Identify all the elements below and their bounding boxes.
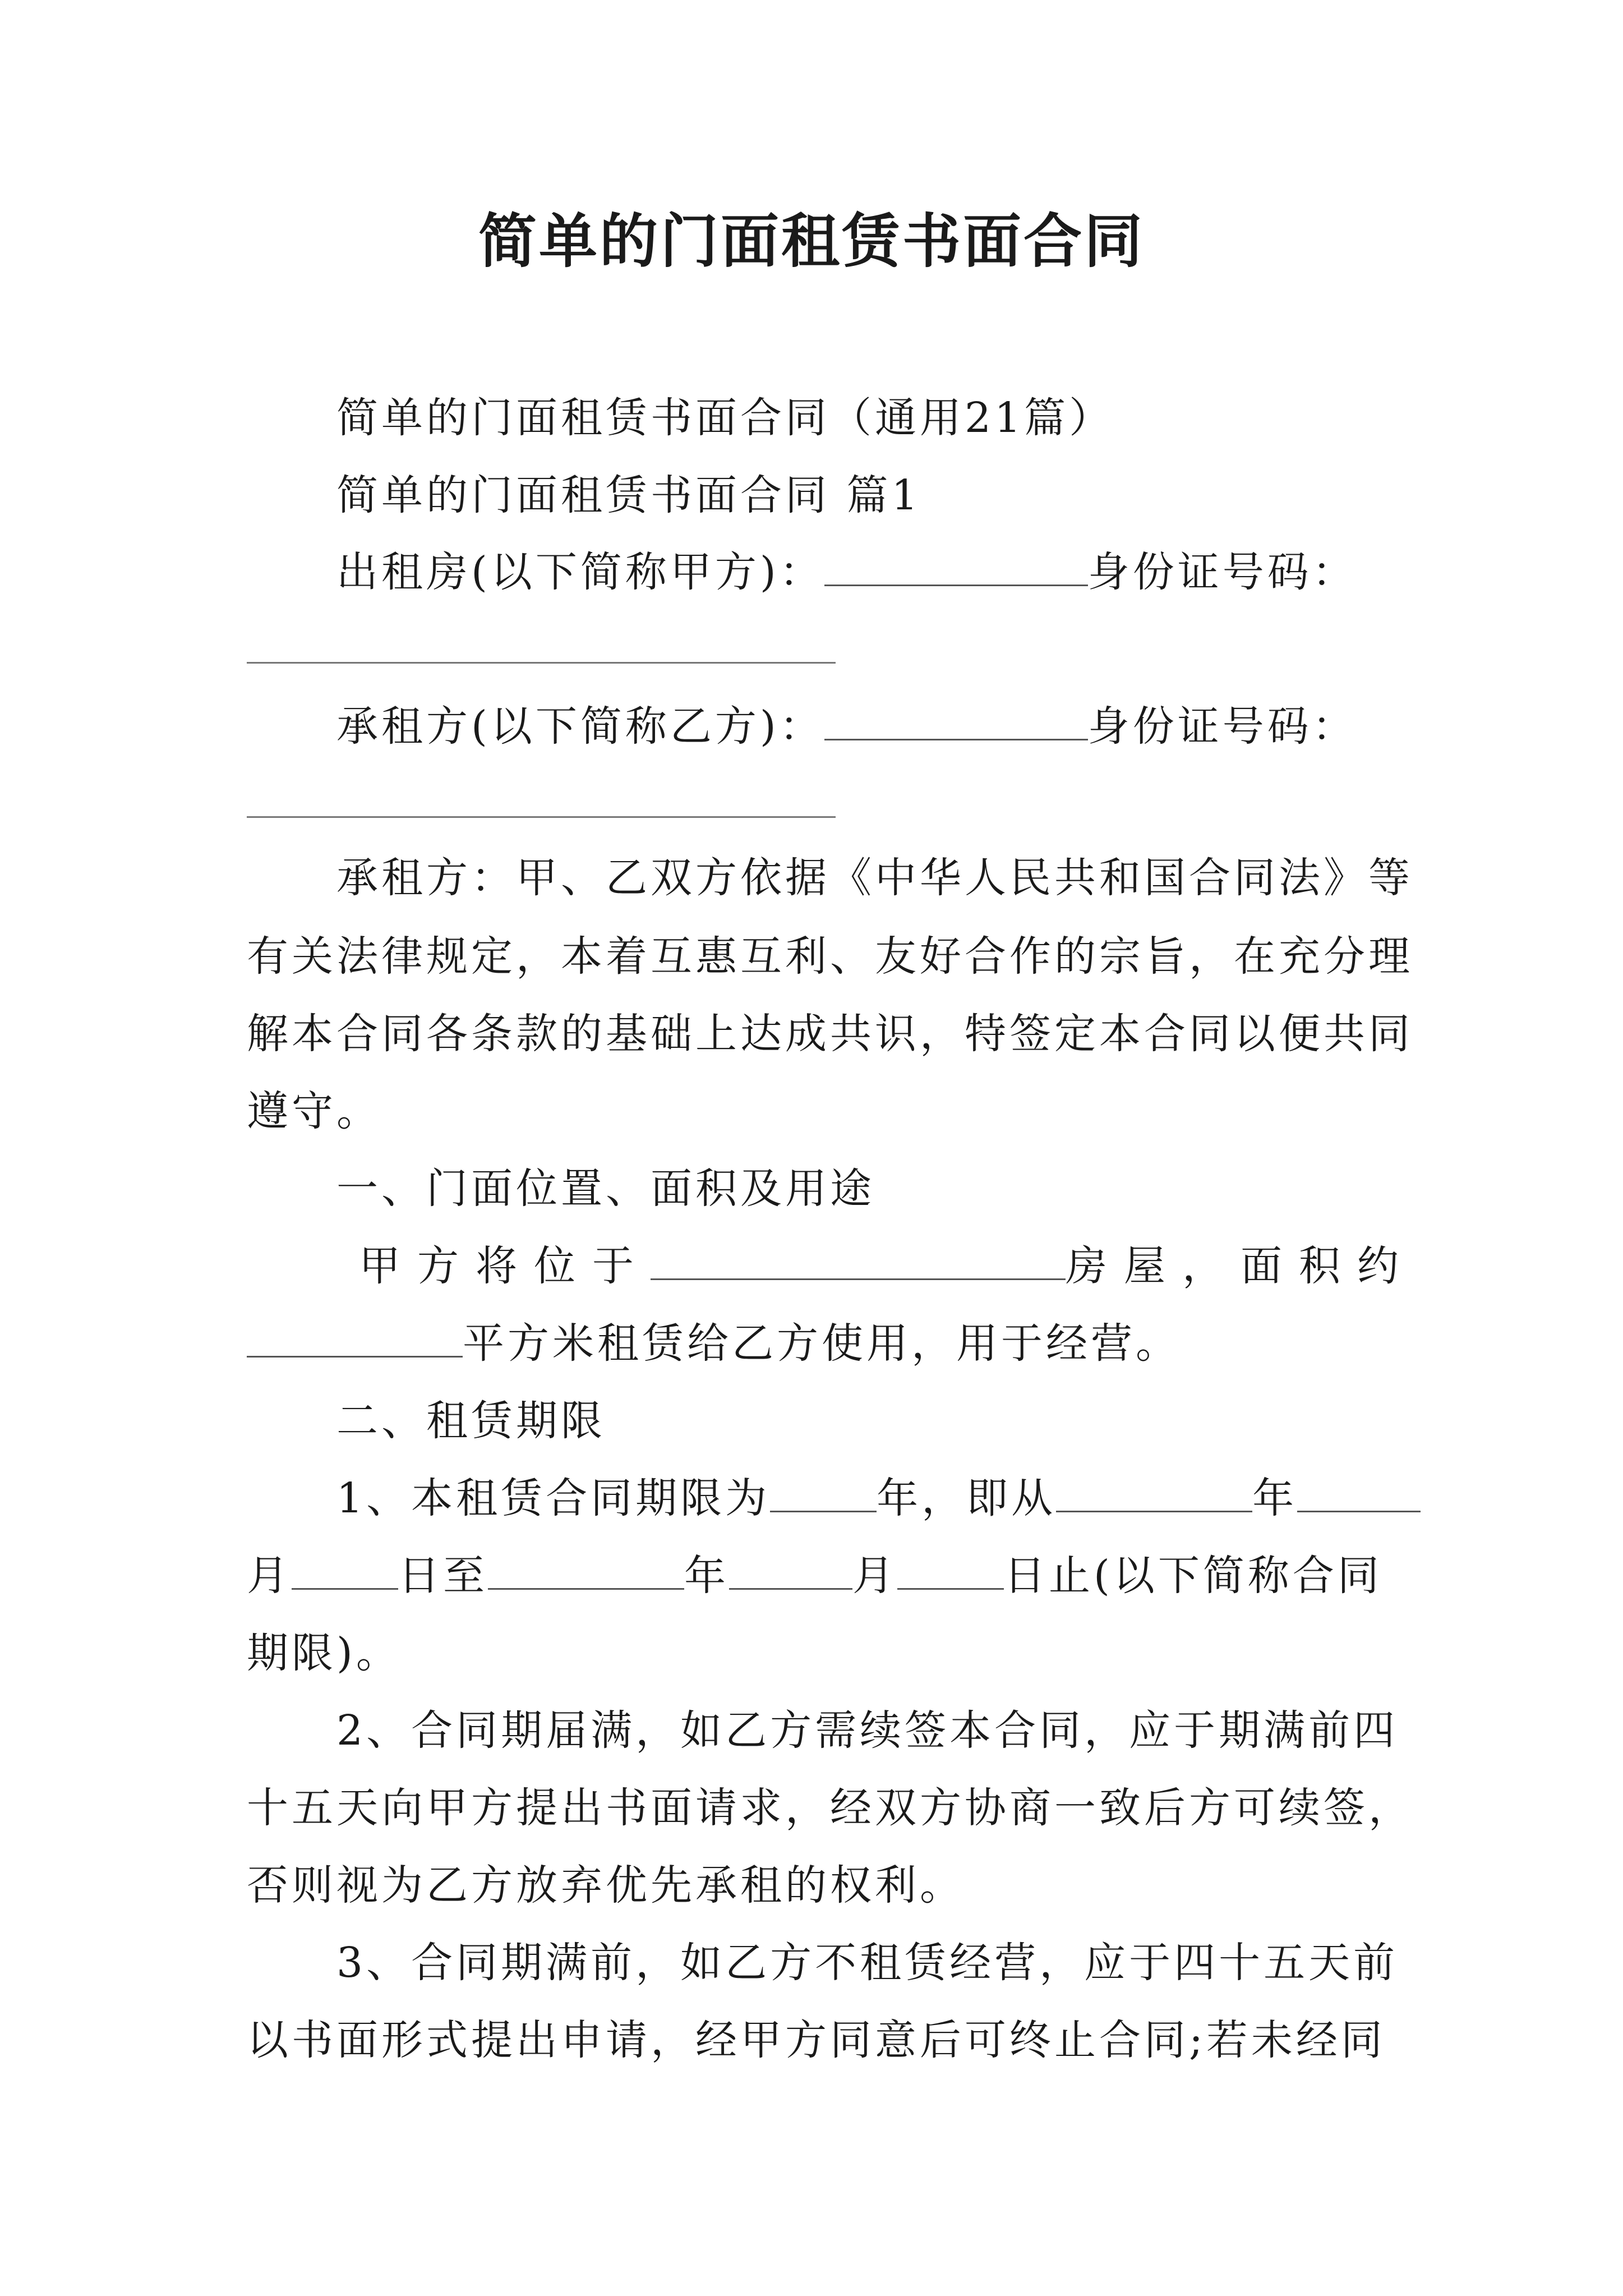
- end-month-blank: [729, 1549, 852, 1590]
- termination-line-2: 以书面形式提出申请，经甲方同意后可终止合同;若未经同: [247, 2016, 1386, 2064]
- document-title: 简单的门面租赁书面合同: [478, 206, 1145, 275]
- lessee-line: [336, 696, 1357, 757]
- lessee-label: 承租方(以下简称乙方)：: [336, 702, 824, 751]
- renewal-line-2: 十五天向甲方提出书面请求，经双方协商一致后方可续签，: [247, 1784, 1413, 1832]
- lessee-id-blank: [247, 816, 836, 818]
- lessee-name-blank: [824, 700, 1088, 740]
- renewal-line-1: 2、合同期届满，如乙方需续签本合同，应于期满前四: [336, 1706, 1399, 1755]
- term-line-1: 1、本租赁合同期限为 年，即从 年: [336, 1467, 1421, 1529]
- intro-line-1: 承租方：甲、乙双方依据《中华人民共和国合同法》等: [336, 854, 1413, 902]
- renewal-line-3: 否则视为乙方放弃优先承租的权利。: [247, 1861, 965, 1910]
- start-year-blank: [1056, 1471, 1252, 1512]
- lessor-id-blank: [247, 662, 836, 664]
- lessee-id-label: 身份证号码：: [1087, 702, 1357, 751]
- section-heading: 简单的门面租赁书面合同 篇1: [336, 471, 921, 519]
- section-1-heading: 一、门面位置、面积及用途: [336, 1165, 875, 1213]
- section-1-line-2: 平方米租赁给乙方使用，用于经营。: [247, 1313, 1380, 1374]
- subtitle: 简单的门面租赁书面合同（通用21篇）: [336, 394, 1114, 442]
- start-month-blank: [1297, 1471, 1421, 1512]
- section-1-line-1: 甲方将位于 房屋，面积约: [359, 1235, 1415, 1297]
- intro-line-4: 遵守。: [247, 1087, 381, 1135]
- location-blank: [651, 1239, 1066, 1280]
- section-2-heading: 二、租赁期限: [336, 1397, 606, 1445]
- term-line-2: 月 日至 年 月 日止(以下简称合同: [247, 1545, 1380, 1607]
- term-years-blank: [770, 1471, 877, 1512]
- lessor-line: [336, 541, 1357, 603]
- termination-line-1: 3、合同期满前，如乙方不租赁经营，应于四十五天前: [336, 1939, 1399, 1987]
- intro-line-2: 有关法律规定，本着互惠互利、友好合作的宗旨，在充分理: [247, 932, 1413, 981]
- end-day-blank: [897, 1549, 1004, 1590]
- end-year-blank: [488, 1549, 684, 1590]
- lessor-name-blank: [824, 545, 1088, 586]
- term-line-3: 期限)。: [247, 1629, 401, 1677]
- lessor-label: 出租房(以下简称甲方)：: [336, 548, 824, 596]
- lessor-id-label: 身份证号码：: [1087, 548, 1357, 596]
- start-day-blank: [292, 1549, 398, 1590]
- area-blank: [247, 1317, 463, 1358]
- intro-line-3: 解本合同各条款的基础上达成共识，特签定本合同以便共同: [247, 1010, 1413, 1058]
